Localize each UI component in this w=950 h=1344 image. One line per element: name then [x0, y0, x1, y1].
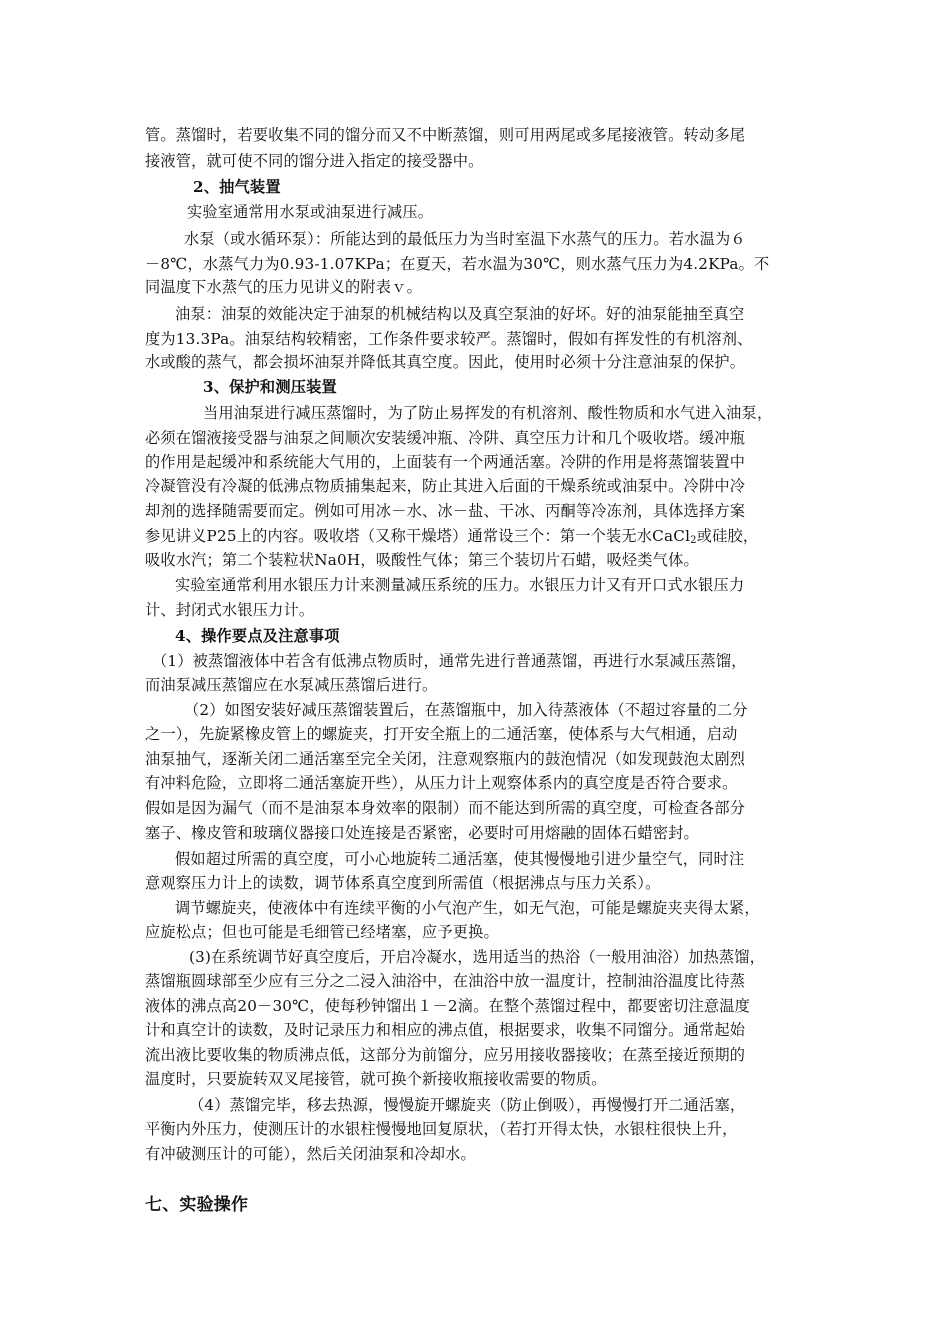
paragraph-line: (3)在系统调节好真空度后，开启冷凝水，选用适当的热浴（一般用油浴）加热蒸馏，	[189, 948, 766, 966]
paragraph-line: 应旋松点；但也可能是毛细管已经堵塞，应予更换。	[145, 923, 499, 941]
paragraph-line: 意观察压力计上的读数，调节体系真空度到所需值（根据沸点与压力关系）。	[145, 874, 661, 892]
chemical-formula: CaCl$_2$	[652, 527, 697, 546]
paragraph-line: 之一），先旋紧橡皮管上的螺旋夹，打开安全瓶上的二通活塞，使体系与大气相通，启动	[145, 725, 738, 743]
section-heading: 4、操作要点及注意事项	[175, 627, 340, 645]
section-heading: 2、抽气装置	[193, 178, 281, 196]
section-heading: 3、保护和测压装置	[203, 378, 337, 396]
paragraph-line: 计和真空计的读数，及时记录压力和相应的沸点值，根据要求，收集不同馏分。通常起始	[145, 1021, 746, 1039]
paragraph-line: 调节螺旋夹，使液体中有连续平衡的小气泡产生，如无气泡，可能是螺旋夹夹得太紧，	[175, 899, 760, 917]
paragraph-line: 油泵：油泵的效能决定于油泵的机械结构以及真空泵油的好坏。好的油泵能抽至真空	[175, 305, 745, 323]
paragraph-line: 液体的沸点高20－30℃，使每秒钟馏出１－2滴。在整个蒸馏过程中，都要密切注意温度	[145, 997, 751, 1015]
paragraph-line: 而油泵减压蒸馏应在水泵减压蒸馏后进行。	[145, 676, 438, 694]
paragraph-line: 水或酸的蒸气，都会损坏油泵并降低其真空度。因此，使用时必须十分注意油泵的保护。	[145, 353, 746, 371]
paragraph-line: 油泵抽气，逐渐关闭二通活塞至完全关闭，注意观察瓶内的鼓泡情况（如发现鼓泡太剧烈	[145, 750, 746, 768]
paragraph-line: 平衡内外压力，使测压计的水银柱慢慢地回复原状，（若打开得太快，水银柱很快上升，	[145, 1120, 738, 1138]
paragraph-line: （1）被蒸馏液体中若含有低沸点物质时，通常先进行普通蒸馏，再进行水泵减压蒸馏，	[152, 652, 747, 670]
paragraph-line: 当用油泵进行减压蒸馏时，为了防止易挥发的有机溶剂、酸性物质和水气进入油泵，	[203, 404, 773, 422]
paragraph-line: 有冲破测压计的可能），然后关闭油泵和冷却水。	[145, 1145, 476, 1163]
paragraph-line: 假如超过所需的真空度，可小心地旋转二通活塞，使其慢慢地引进少量空气，同时注	[175, 850, 745, 868]
paragraph-line: 塞子、橡皮管和玻璃仪器接口处连接是否紧密，必要时可用熔融的固体石蜡密封。	[145, 824, 699, 842]
paragraph-line: 流出液比要收集的物质沸点低，这部分为前馏分，应另用接收器接收；在蒸至接近预期的	[145, 1046, 746, 1064]
paragraph-line: 同温度下水蒸气的压力见讲义的附表ｖ。	[145, 278, 422, 296]
paragraph-line: 必须在馏液接受器与油泵之间顺次安装缓冲瓶、冷阱、真空压力计和几个吸收塔。缓冲瓶	[145, 429, 746, 447]
chapter-heading: 七、实验操作	[145, 1195, 249, 1215]
paragraph-line: 参见讲义P25上的内容。吸收塔（又称干燥塔）通常设三个：第一个装无水CaCl$_2$或硅胶，	[145, 527, 759, 546]
paragraph-line: －8℃，水蒸气力为0.93-1.07KPa；在夏天，若水温为30℃，则水蒸气压力为4.2KPa。不	[145, 255, 770, 273]
paragraph-line: 却剂的选择随需要而定。例如可用冰－水、冰－盐、干冰、丙酮等冷冻剂，具体选择方案	[145, 502, 746, 520]
paragraph-line: 假如是因为漏气（而不是油泵本身效率的限制）而不能达到所需的真空度，可检查各部分	[145, 799, 746, 817]
paragraph-line: 有冲料危险，立即将二通活塞旋开些），从压力计上观察体系内的真空度是否符合要求。	[145, 774, 738, 792]
paragraph-line: 的作用是起缓冲和系统能大气用的，上面装有一个两通活塞。冷阱的作用是将蒸馏装置中	[145, 453, 746, 471]
paragraph-line: 水泵（或水循环泵）：所能达到的最低压力为当时室温下水蒸气的压力。若水温为６	[184, 230, 746, 248]
paragraph-line: 度为13.3Pa。油泵结构较精密，工作条件要求较严。蒸馏时，假如有挥发性的有机溶剂、	[145, 330, 753, 348]
paragraph-line: （2）如图安装好减压蒸馏装置后，在蒸馏瓶中，加入待蒸液体（不超过容量的二分	[184, 701, 748, 719]
paragraph-line: 管。蒸馏时，若要收集不同的馏分而又不中断蒸馏，则可用两尾或多尾接液管。转动多尾	[145, 126, 746, 144]
paragraph-line: （4）蒸馏完毕，移去热源，慢慢旋开螺旋夹（防止倒吸），再慢慢打开二通活塞，	[189, 1096, 746, 1114]
paragraph-line: 实验室通常利用水银压力计来测量减压系统的压力。水银压力计又有开口式水银压力	[175, 576, 745, 594]
paragraph-line: 实验室通常用水泵或油泵进行减压。	[187, 203, 434, 221]
paragraph-line: 计、封闭式水银压力计。	[145, 601, 315, 619]
paragraph-line: 温度时，只要旋转双叉尾接管，就可换个新接收瓶接收需要的物质。	[145, 1070, 607, 1088]
paragraph-line: 接液管，就可使不同的馏分进入指定的接受器中。	[145, 152, 484, 170]
paragraph-line: 吸收水汽；第二个装粒状Na0H，吸酸性气体；第三个装切片石蜡，吸烃类气体。	[145, 551, 699, 569]
paragraph-line: 蒸馏瓶圆球部至少应有三分之二浸入油浴中，在油浴中放一温度计，控制油浴温度比待蒸	[145, 972, 746, 990]
paragraph-line: 冷凝管没有冷凝的低沸点物质捕集起来，防止其进入后面的干燥系统或油泵中。冷阱中冷	[145, 477, 746, 495]
